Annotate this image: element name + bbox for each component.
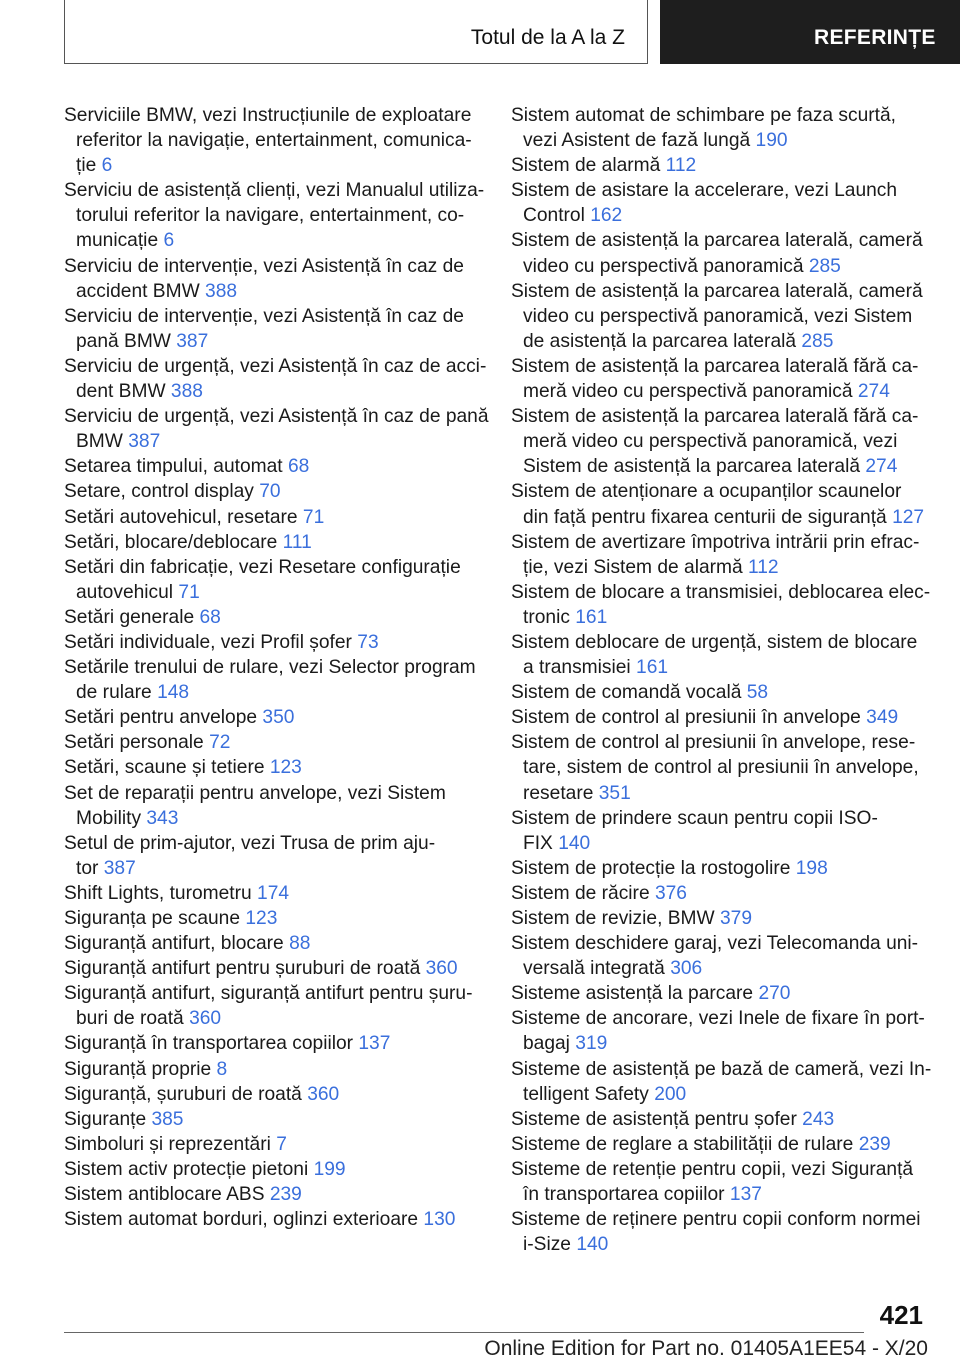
index-entry [64, 956, 482, 981]
page-reference-link[interactable]: 71 [178, 581, 200, 603]
index-entry [64, 479, 482, 504]
page-reference-link[interactable]: 123 [245, 908, 278, 929]
header-section-box [64, 0, 648, 64]
page-reference-link[interactable]: 137 [358, 1033, 391, 1055]
index-entry [511, 228, 927, 278]
page-reference-link[interactable]: 161 [575, 606, 608, 628]
index-entry-text: Setări, blocare/deblocare [64, 531, 283, 553]
index-entry-text: Control [523, 205, 591, 227]
index-entry [64, 1132, 482, 1157]
index-entry-text: a transmisiei [523, 657, 637, 679]
index-entry-text: Siguranță în transportarea copiilor [64, 1033, 359, 1055]
page-reference-link[interactable]: 285 [801, 330, 834, 352]
index-entry-text: Setări generale [64, 606, 200, 628]
index-entry-text: Serviciu de urgență, vezi Asistență în caz de acci- [64, 355, 487, 377]
index-entry-text: Setări pentru anvelope [64, 707, 263, 729]
page-reference-link[interactable]: 199 [313, 1158, 346, 1180]
index-entry-text: Sistem de blocare a transmisiei, deblocarea elec- [511, 581, 931, 603]
index-entry-text: Sistem de comandă vocală [511, 682, 747, 704]
page-reference-link[interactable]: 239 [269, 1184, 302, 1206]
page-reference-link[interactable]: 388 [205, 280, 238, 302]
index-entry [511, 906, 927, 931]
index-entry-text: Sistem deblocare de urgență, sistem de blocare [511, 631, 918, 653]
page-reference-link[interactable]: 72 [209, 732, 231, 754]
index-entry [64, 304, 482, 354]
index-entry-text: versală integrată [523, 958, 671, 980]
index-entry [511, 856, 927, 881]
index-entry-text: Shift Lights, turometru [64, 882, 258, 904]
index-entry-text: tare, sistem de control al presiunii în anvelope, [523, 757, 919, 779]
page-reference-link[interactable]: 174 [257, 882, 290, 904]
index-entry [64, 705, 482, 730]
page-reference-link[interactable]: 360 [425, 958, 458, 980]
page-reference-link[interactable]: 376 [654, 882, 687, 904]
index-entry-text: Sistem activ protecție pietoni [64, 1158, 314, 1180]
index-entry [511, 705, 927, 730]
index-entry [64, 555, 482, 605]
page-reference-link[interactable]: 360 [307, 1083, 340, 1105]
footer-divider [64, 1332, 864, 1333]
index-entry-text: Serviciu de urgență, vezi Asistență în caz de pană [64, 406, 489, 428]
page-reference-link[interactable]: 68 [287, 456, 310, 478]
index-entry [64, 1082, 482, 1107]
index-entry-text: Setul de prim-ajutor, vezi Trusa de prim aju- [64, 832, 436, 854]
index-entry-text: Mobility [76, 807, 147, 829]
index-entry-text: Sistem deschidere garaj, vezi Telecomanda uni- [511, 933, 919, 955]
index-entry [64, 178, 485, 253]
index-entry-text: buri de roată [76, 1008, 190, 1030]
page-reference-link[interactable]: 343 [146, 807, 179, 829]
index-entry-text: de asistență la parcarea laterală [523, 330, 802, 352]
index-entry [511, 1107, 927, 1132]
index-entry [511, 178, 927, 228]
page-reference-link[interactable]: 127 [892, 506, 925, 528]
page-reference-link[interactable]: 162 [590, 205, 623, 227]
index-entry-text: Sistem de asistență la parcarea laterală, cameră [511, 280, 923, 302]
index-entry-text: Serviciu de intervenție, vezi Asistență în caz de [64, 305, 464, 327]
index-entry-text: Setări personale [64, 732, 210, 754]
index-entry-text: tor [76, 857, 104, 879]
index-entry [64, 981, 482, 1031]
index-entry-text: Siguranță antifurt pentru șuruburi de roată [64, 958, 426, 980]
index-entry-text: torului referitor la navigare, entertainment, co- [76, 205, 465, 227]
page-reference-link[interactable]: 387 [103, 857, 136, 879]
page-number: 421 [879, 1300, 923, 1330]
index-entry [511, 1207, 927, 1257]
index-entry-text: în transportarea copiilor [523, 1184, 730, 1206]
index-entry [64, 906, 482, 931]
page-reference-link[interactable]: 88 [289, 933, 311, 955]
page-reference-link[interactable]: 387 [128, 431, 161, 453]
page-reference-link[interactable]: 71 [302, 506, 325, 528]
index-entry [511, 1132, 927, 1157]
index-entry-text: Serviciu de intervenție, vezi Asistență în caz de [64, 255, 464, 277]
index-entry-text: resetare [523, 782, 599, 804]
page-reference-link[interactable]: 385 [151, 1108, 184, 1130]
index-entry-text: Siguranță antifurt, blocare [64, 933, 290, 955]
index-entry-text: Sistem de control al presiunii în anvelope [511, 707, 867, 729]
page-reference-link[interactable]: 190 [755, 130, 788, 152]
index-entry-text: Sisteme de ancorare, vezi Inele de fixare în port- [511, 1008, 925, 1030]
index-entry [64, 1182, 482, 1207]
page-reference-link[interactable]: 243 [802, 1108, 835, 1130]
index-entry [64, 831, 482, 881]
page-reference-link[interactable]: 68 [199, 606, 221, 628]
page-reference-link[interactable]: 387 [176, 330, 209, 352]
index-entry [511, 479, 927, 529]
index-entry-text: Serviciile BMW, vezi Instrucțiunile de exploatare [64, 105, 472, 126]
index-entry [64, 530, 482, 555]
index-entry-text: accident BMW [76, 280, 206, 302]
index-entry-text: Sistem de revizie, BMW [511, 908, 720, 929]
index-entry-text: FIX [523, 832, 559, 854]
index-entry-text: video cu perspectivă panoramică [523, 255, 809, 277]
page-reference-link[interactable]: 360 [189, 1008, 222, 1030]
index-entry [64, 931, 482, 956]
index-entry-text: video cu perspectivă panoramică, vezi Sistem [523, 305, 913, 327]
page-reference-link[interactable]: 161 [636, 657, 669, 679]
index-entry-text: Sistem de atenționare a ocupanților scaunelor [511, 481, 902, 503]
index-entry-text: Sisteme de retenție pentru copii, vezi Siguranță [511, 1158, 914, 1180]
index-entry-text: tronic [523, 606, 576, 628]
index-entry-text: Sistem de asistență la parcarea laterală, cameră [511, 230, 923, 252]
index-entry [64, 1057, 482, 1082]
header-section-title: Totul de la A la Z [470, 26, 625, 49]
page-reference-link[interactable]: 70 [259, 481, 281, 503]
page-reference-link[interactable]: 73 [357, 631, 379, 653]
index-entry [511, 680, 927, 705]
page-reference-link[interactable]: 8 [216, 1058, 228, 1080]
index-entry-text: dent BMW [76, 381, 171, 403]
index-entry-text: Sistem de asistență la parcarea laterală fără ca- [511, 406, 919, 428]
index-entry [511, 881, 927, 906]
index-entry-text: de rulare [76, 682, 158, 704]
page-reference-link[interactable]: 200 [654, 1083, 687, 1105]
index-entry-text: Sistem antiblocare ABS [64, 1184, 270, 1206]
index-entry-text: Sistem de avertizare împotriva intrării prin efrac- [511, 531, 920, 553]
index-entry-text: Setări din fabricație, vezi Resetare configurație [64, 556, 461, 578]
index-entry [64, 1107, 482, 1132]
index-entry-text: Simboluri și reprezentări [64, 1133, 277, 1155]
index-entry [511, 981, 927, 1006]
index-entry-text: Sistem de prindere scaun pentru copii ISO- [511, 807, 878, 829]
index-entry-text: Setări individuale, vezi Profil șofer [64, 631, 358, 653]
index-entry-text: Sisteme de reglare a stabilității de rulare [511, 1133, 859, 1155]
index-entry [64, 755, 482, 780]
index-entry-text: municație [76, 230, 164, 252]
index-entry [64, 103, 482, 178]
index-entry [511, 931, 927, 981]
index-entry [64, 781, 482, 831]
index-entry [64, 404, 489, 454]
index-entry-text: Setare, control display [64, 481, 260, 503]
page-reference-link[interactable]: 6 [101, 155, 113, 177]
index-entry-text: ție [76, 155, 102, 177]
page-reference-link[interactable]: 285 [808, 255, 841, 277]
page-reference-link[interactable]: 112 [748, 556, 779, 578]
index-entry-text: Sistem de asistență la parcarea laterală [523, 456, 866, 478]
page-reference-link[interactable]: 198 [795, 857, 828, 879]
index-entry-text: autovehicul [76, 581, 179, 603]
index-entry-text: Sistem de asistare la accelerare, vezi Launch [511, 180, 898, 202]
index-entry-text: Sisteme de reținere pentru copii conform normei [511, 1209, 921, 1231]
index-entry [64, 881, 482, 906]
index-entry-text: Sisteme asistență la parcare [511, 983, 759, 1005]
index-entry-text: Sistem de control al presiunii în anvelope, rese- [511, 732, 916, 754]
index-entry-text: meră video cu perspectivă panoramică, vezi [523, 431, 898, 453]
index-entry-text: Sistem de răcire [511, 882, 655, 904]
index-entry-text: Setări autovehicul, resetare [64, 506, 303, 528]
index-entry-text: pană BMW [76, 330, 177, 352]
page-reference-link[interactable]: 140 [558, 832, 591, 854]
page-reference-link[interactable]: 123 [269, 757, 302, 779]
index-entry-text: i-Size [523, 1234, 577, 1256]
index-entry [64, 354, 487, 404]
index-entry-text: Sistem automat de schimbare pe faza scurtă, [511, 105, 896, 126]
index-entry [511, 580, 931, 630]
page-reference-link[interactable]: 112 [665, 155, 697, 177]
index-entry-text: referitor la navigație, entertainment, comunica- [76, 130, 472, 152]
index-entry-text: meră video cu perspectivă panoramică [523, 381, 858, 403]
index-entry [511, 153, 927, 178]
footer-edition: Online Edition for Part no. 01405A1EE54 - X/20 [484, 1337, 928, 1360]
page-reference-link[interactable]: 137 [729, 1184, 762, 1206]
index-entry [511, 630, 927, 680]
index-entry [511, 806, 927, 856]
page-reference-link[interactable]: 270 [758, 983, 791, 1005]
index-column-right [511, 103, 932, 1257]
index-entry [511, 530, 927, 580]
index-entry-text: Siguranță proprie [64, 1058, 217, 1080]
page-reference-link[interactable]: 130 [423, 1209, 456, 1231]
index-entry-text: Setările trenului de rulare, vezi Selector program [64, 657, 476, 679]
page-reference-link[interactable]: 58 [746, 682, 769, 704]
index-entry [511, 1006, 927, 1056]
index-entry-text: Siguranță antifurt, siguranță antifurt pentru șuru- [64, 983, 473, 1005]
index-entry-text: ție, vezi Sistem de alarmă [523, 556, 749, 578]
index-entry [64, 655, 482, 705]
index-entry-text: Siguranța pe scaune [64, 908, 246, 929]
index-entry-text: Sistem automat borduri, oglinzi exterioare [64, 1209, 424, 1231]
index-entry [511, 404, 927, 479]
index-entry [64, 730, 482, 755]
page-reference-link[interactable]: 274 [857, 381, 890, 403]
index-entry-text: BMW [76, 431, 129, 453]
index-entry [64, 605, 482, 630]
index-entry [64, 1207, 482, 1232]
page-reference-link[interactable]: 111 [282, 531, 312, 553]
index-entry-text: Sistem de alarmă [511, 155, 666, 177]
index-entry-text: telligent Safety [523, 1083, 655, 1105]
page-reference-link[interactable]: 7 [276, 1133, 287, 1155]
index-entry-text: Serviciu de asistență clienți, vezi Manualul utiliza- [64, 180, 485, 202]
page-reference-link[interactable]: 319 [575, 1033, 608, 1055]
index-entry [64, 254, 482, 304]
index-entry-text: vezi Asistent de fază lungă [523, 130, 756, 152]
header-chapter-title: REFERINȚE [814, 26, 936, 49]
index-entry [511, 279, 927, 354]
page-reference-link[interactable]: 148 [157, 682, 190, 704]
index-entry [511, 730, 927, 805]
index-entry [64, 1157, 482, 1182]
index-entry-text: Sisteme de asistență pe bază de cameră, vezi In- [511, 1058, 932, 1080]
index-entry-text: Siguranțe [64, 1108, 152, 1130]
index-entry-text: Set de reparații pentru anvelope, vezi Sistem [64, 782, 446, 804]
index-entry-text: Siguranță, șuruburi de roată [64, 1083, 308, 1105]
page-reference-link[interactable]: 351 [598, 782, 631, 804]
index-entry-text: din față pentru fixarea centurii de siguranță [523, 506, 893, 528]
index-entry-text: Sistem de asistență la parcarea laterală fără ca- [511, 355, 919, 377]
page-reference-link[interactable]: 349 [866, 707, 899, 729]
page-reference-link[interactable]: 306 [670, 958, 703, 980]
index-column-left [64, 103, 489, 1232]
index-entry-text: Setări, scaune și tetiere [64, 757, 270, 779]
page-reference-link[interactable]: 140 [576, 1234, 609, 1256]
index-entry [64, 454, 482, 479]
index-entry [64, 505, 482, 530]
index-entry [511, 1057, 932, 1107]
index-entry-text: bagaj [523, 1033, 576, 1055]
page-reference-link[interactable]: 388 [170, 381, 203, 403]
index-entry [64, 630, 482, 655]
index-entry [511, 354, 927, 404]
index-entry-text: Setarea timpului, automat [64, 456, 288, 478]
header-chapter-tab [660, 0, 960, 64]
page-reference-link[interactable]: 239 [858, 1133, 891, 1155]
index-entry [511, 1157, 927, 1207]
index-entry-text: Sisteme de asistență pentru șofer [511, 1108, 803, 1130]
page-reference-link[interactable]: 379 [719, 908, 752, 929]
index-entry [511, 103, 927, 153]
page-reference-link[interactable]: 350 [262, 707, 295, 729]
page-reference-link[interactable]: 274 [865, 456, 898, 478]
page-reference-link[interactable]: 6 [163, 230, 175, 252]
index-entry-text: Sistem de protecție la rostogolire [511, 857, 796, 879]
index-entry [64, 1031, 482, 1056]
